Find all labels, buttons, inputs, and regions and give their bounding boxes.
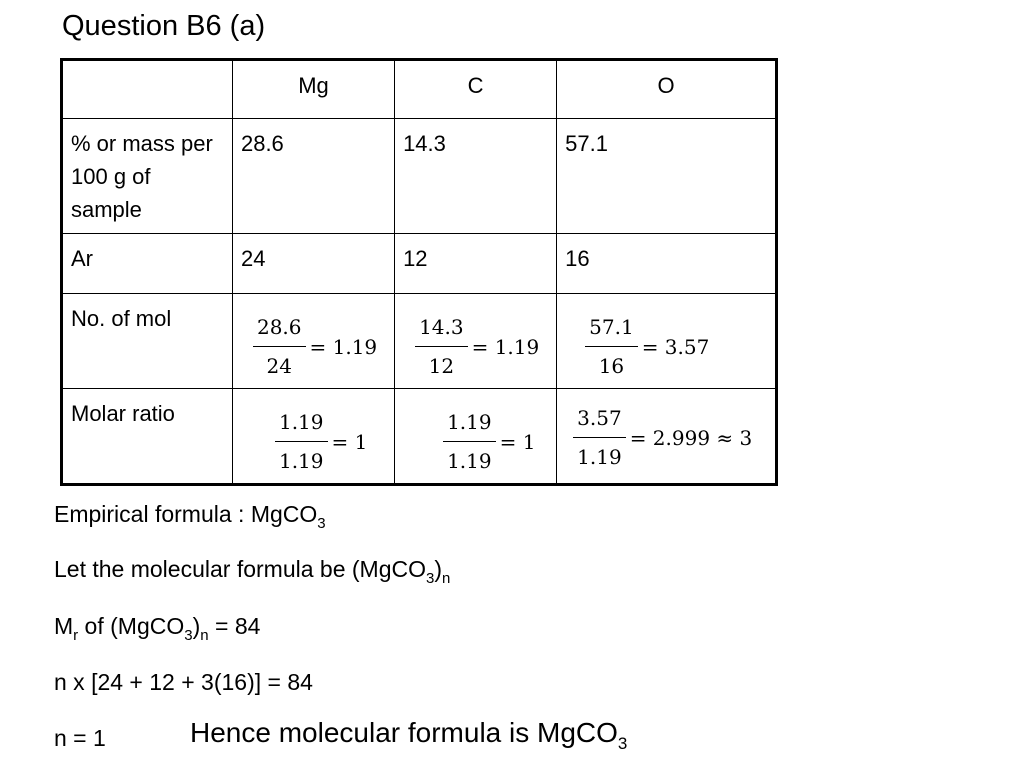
- ratio-o-equation: [573, 405, 752, 470]
- moles-mg-cell: [232, 294, 394, 389]
- fraction-bar: [443, 441, 496, 442]
- ar-mg-cell: 24: [232, 234, 394, 294]
- moles-o-equation: [585, 314, 709, 379]
- row-label-mass: % or mass per 100 g of sample: [62, 119, 233, 234]
- empirical-formula-line: [54, 498, 326, 530]
- header-cell-mg: Mg: [232, 60, 394, 119]
- header-cell-blank: [62, 60, 233, 119]
- subscript: 3: [617, 734, 628, 753]
- empirical-text: Empirical formula : MgCO: [54, 501, 318, 527]
- ar-o-cell: 16: [557, 234, 777, 294]
- table-row-ar: [62, 234, 777, 294]
- subscript: 3: [184, 627, 193, 644]
- row-label-moles: No. of mol: [62, 294, 233, 389]
- mr-value: = 84: [208, 613, 261, 639]
- denominator: 24: [266, 354, 292, 378]
- ratio-mg-equation: [275, 409, 367, 474]
- conclusion-line: [190, 715, 627, 751]
- fraction: [573, 405, 626, 470]
- fraction: [443, 409, 496, 474]
- ratio-c-equation: [443, 409, 535, 474]
- table-header-row: [62, 60, 777, 119]
- table-row-mass: [62, 119, 777, 234]
- closing-paren: ): [192, 613, 201, 639]
- header-cell-c: C: [395, 60, 557, 119]
- ratio-o-cell: [557, 389, 777, 485]
- denominator: 1.19: [278, 449, 324, 473]
- fraction: [275, 409, 328, 474]
- conclusion-text: Hence molecular formula is MgCO: [190, 717, 618, 748]
- numerator: 14.3: [419, 315, 464, 339]
- row-label-ar: Ar: [62, 234, 233, 294]
- mass-c-cell: 14.3: [395, 119, 557, 234]
- denominator: 16: [598, 354, 625, 378]
- mr-text: of (MgCO: [78, 613, 185, 639]
- fraction-bar: [573, 437, 626, 438]
- header-cell-o: O: [557, 60, 777, 119]
- result: = 2.999 ≈ 3: [629, 425, 753, 450]
- result: = 1.19: [471, 334, 540, 359]
- result: = 1: [499, 429, 536, 454]
- subscript-r: r: [73, 627, 79, 644]
- moles-c-cell: [395, 294, 557, 389]
- fraction: [253, 314, 306, 379]
- moles-c-equation: [415, 314, 539, 379]
- fraction-bar: [585, 346, 638, 347]
- fraction-bar: [253, 346, 306, 347]
- table-row-ratio: [62, 389, 777, 485]
- subscript: 3: [317, 515, 326, 532]
- mass-mg-cell: 28.6: [232, 119, 394, 234]
- result: = 1: [331, 429, 368, 454]
- moles-o-cell: [557, 294, 777, 389]
- calculation-table: [60, 58, 778, 486]
- equation-line: n x [24 + 12 + 3(16)] = 84: [54, 669, 313, 695]
- result: = 1.19: [309, 334, 378, 359]
- result: = 3.57: [641, 334, 710, 359]
- moles-mg-equation: [253, 314, 377, 379]
- fraction-bar: [415, 346, 468, 347]
- numerator: 3.57: [577, 406, 622, 430]
- denominator: 1.19: [577, 445, 622, 469]
- molecular-formula-line: [54, 553, 450, 585]
- ratio-c-cell: [395, 389, 557, 485]
- fraction: [415, 314, 468, 379]
- subscript-n: n: [442, 570, 451, 587]
- subscript-n: n: [200, 627, 209, 644]
- closing-paren: ): [434, 556, 443, 582]
- denominator: 1.19: [447, 449, 492, 473]
- n-result-line: n = 1: [54, 725, 106, 751]
- ar-c-cell: 12: [395, 234, 557, 294]
- mass-o-cell: 57.1: [557, 119, 777, 234]
- numerator: 28.6: [256, 315, 302, 339]
- subscript: 3: [426, 570, 435, 587]
- relative-mass-line: [54, 610, 260, 642]
- numerator: 57.1: [589, 315, 634, 339]
- row-label-ratio: Molar ratio: [62, 389, 233, 485]
- ratio-mg-cell: [232, 389, 394, 485]
- m-symbol: M: [54, 613, 74, 639]
- numerator: 1.19: [447, 410, 492, 434]
- page-title: Question B6 (a): [62, 10, 266, 42]
- fraction: [585, 314, 638, 379]
- table-row-moles: [62, 294, 777, 389]
- molecular-text: Let the molecular formula be (MgCO: [54, 556, 426, 582]
- denominator: 12: [428, 354, 455, 378]
- fraction-bar: [275, 441, 328, 442]
- numerator: 1.19: [278, 410, 324, 434]
